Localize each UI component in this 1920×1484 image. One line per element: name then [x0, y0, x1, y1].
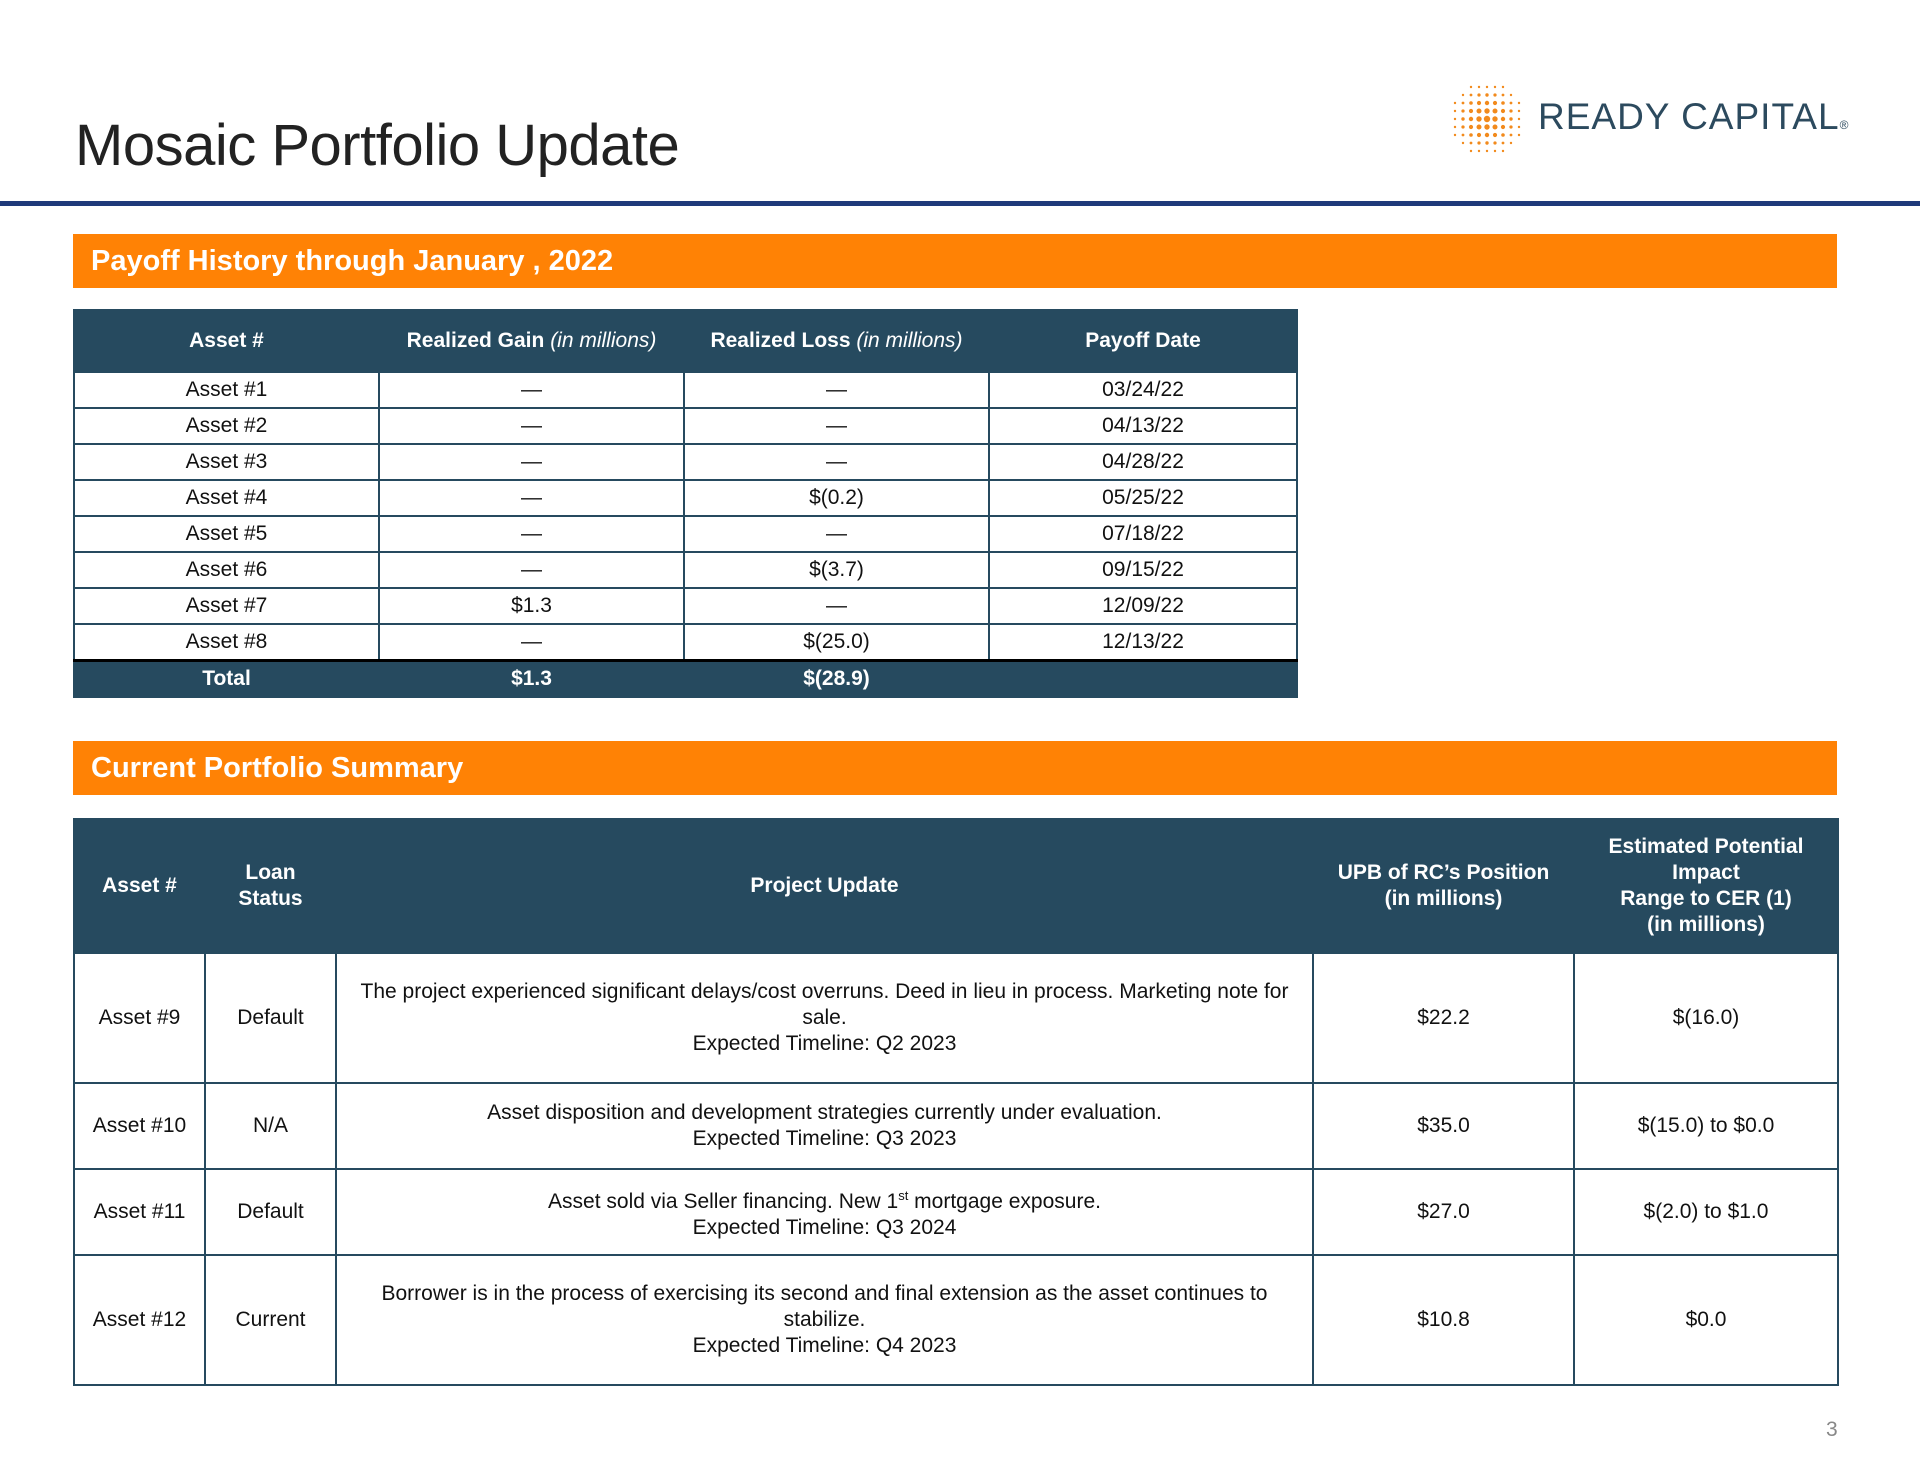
logo-dot [1454, 110, 1456, 112]
page-title: Mosaic Portfolio Update [75, 113, 680, 178]
logo-dot [1462, 134, 1465, 137]
impact-cell: $(15.0) to $0.0 [1574, 1083, 1838, 1169]
header-label: Realized Loss [710, 329, 851, 352]
gain-cell: — [379, 624, 684, 661]
update-cell [336, 1083, 1313, 1169]
logo-dot [1518, 110, 1520, 112]
date-cell: 12/13/22 [989, 624, 1297, 661]
logo-dot [1454, 118, 1456, 120]
impact-cell: $0.0 [1574, 1255, 1838, 1385]
header-label: Realized Gain [406, 329, 545, 352]
ready-capital-logo [1446, 78, 1850, 160]
logo-dot [1454, 102, 1456, 104]
logo-dot [1461, 109, 1464, 112]
table-row [74, 408, 1297, 444]
logo-dot [1493, 101, 1497, 105]
gain-cell: — [379, 480, 684, 516]
logo-dot [1494, 86, 1496, 88]
table-row [74, 624, 1297, 661]
header-unit: (in millions) [856, 329, 963, 352]
logo-dot [1469, 133, 1473, 137]
logo-dot [1478, 86, 1480, 88]
impact-cell: $(2.0) to $1.0 [1574, 1169, 1838, 1255]
logo-dot [1494, 150, 1496, 152]
ordinal-superscript: st [898, 1188, 909, 1203]
logo-dot [1485, 93, 1488, 96]
upb-cell: $10.8 [1313, 1255, 1574, 1385]
logo-dot [1493, 141, 1496, 144]
logo-registered-mark: ® [1839, 118, 1850, 132]
total-loss: $(28.9) [684, 661, 989, 698]
date-cell: 03/24/22 [989, 372, 1297, 408]
logo-name: READY CAPITAL [1538, 96, 1840, 137]
table-row [74, 1255, 1838, 1385]
logo-dot [1485, 101, 1489, 105]
logo-dot [1486, 86, 1488, 88]
logo-dot [1484, 116, 1490, 122]
logo-dot [1501, 117, 1505, 121]
loss-cell: $(25.0) [684, 624, 989, 661]
logo-dot [1510, 102, 1513, 105]
asset-cell: Asset #4 [74, 480, 379, 516]
payoff-history-table [73, 309, 1298, 698]
asset-cell: Asset #7 [74, 588, 379, 624]
payoff-history-banner: Payoff History through January , 2022 [73, 234, 1837, 288]
logo-dot [1484, 124, 1489, 129]
asset-cell: Asset #5 [74, 516, 379, 552]
total-gain: $1.3 [379, 661, 684, 698]
logo-dot [1493, 93, 1496, 96]
logo-dot [1485, 141, 1488, 144]
logo-dot [1469, 117, 1473, 121]
header-line: (in millions) [1384, 887, 1503, 910]
status-cell: Default [205, 953, 336, 1083]
impact-cell: $(16.0) [1574, 953, 1838, 1083]
column-header-realized-gain [379, 310, 684, 372]
logo-dot [1509, 109, 1512, 112]
header-unit: (in millions) [550, 329, 657, 352]
portfolio-summary-banner: Current Portfolio Summary [73, 741, 1837, 795]
table-row [74, 516, 1297, 552]
status-cell: Current [205, 1255, 336, 1385]
date-cell: 07/18/22 [989, 516, 1297, 552]
asset-cell: Asset #9 [74, 953, 205, 1083]
logo-dot [1510, 94, 1512, 96]
logo-dot [1470, 94, 1473, 97]
upb-cell: $27.0 [1313, 1169, 1574, 1255]
logo-dot [1510, 142, 1512, 144]
loss-cell: — [684, 588, 989, 624]
update-text-end: mortgage exposure. [908, 1190, 1101, 1213]
table-row [74, 1169, 1838, 1255]
gain-cell: — [379, 552, 684, 588]
logo-dot [1502, 86, 1504, 88]
total-row [74, 661, 1297, 698]
logo-dot [1454, 126, 1456, 128]
logo-dot [1485, 133, 1489, 137]
asset-cell: Asset #1 [74, 372, 379, 408]
table-row [74, 1083, 1838, 1169]
update-cell [336, 1169, 1313, 1255]
date-cell: 12/09/22 [989, 588, 1297, 624]
table-header-row [74, 819, 1838, 953]
logo-dot [1492, 116, 1497, 121]
table-row [74, 588, 1297, 624]
date-cell: 04/28/22 [989, 444, 1297, 480]
update-text: Borrower is in the process of exercising its second and final extension as the asset continues to stabilize. [381, 1282, 1268, 1331]
logo-dot [1509, 117, 1512, 120]
timeline-text: Expected Timeline: Q3 2024 [692, 1216, 957, 1239]
table-row [74, 480, 1297, 516]
logo-dot [1502, 142, 1505, 145]
asset-cell: Asset #8 [74, 624, 379, 661]
logo-dot [1477, 133, 1481, 137]
logo-dot [1469, 101, 1473, 105]
logo-dot [1486, 150, 1488, 152]
table-row [74, 953, 1838, 1083]
update-cell [336, 1255, 1313, 1385]
header-line: Range to CER (1) [1620, 887, 1792, 910]
logo-dot [1477, 93, 1480, 96]
gain-cell: — [379, 408, 684, 444]
logo-dot [1501, 101, 1505, 105]
dot-globe-icon [1446, 78, 1528, 160]
gain-cell: $1.3 [379, 588, 684, 624]
logo-dot [1462, 102, 1465, 105]
logo-dot [1462, 142, 1464, 144]
logo-dot [1509, 125, 1512, 128]
logo-dot [1493, 109, 1498, 114]
date-cell: 09/15/22 [989, 552, 1297, 588]
column-header-project-update: Project Update [336, 819, 1313, 953]
loss-cell: $(0.2) [684, 480, 989, 516]
status-cell: N/A [205, 1083, 336, 1169]
logo-dot [1493, 125, 1498, 130]
logo-dot [1469, 109, 1473, 113]
asset-cell: Asset #12 [74, 1255, 205, 1385]
logo-dot [1470, 150, 1472, 152]
update-cell [336, 953, 1313, 1083]
logo-dot [1484, 108, 1489, 113]
logo-dot [1477, 109, 1482, 114]
table-row [74, 372, 1297, 408]
timeline-text: Expected Timeline: Q2 2023 [692, 1032, 957, 1055]
asset-cell: Asset #11 [74, 1169, 205, 1255]
column-header-realized-loss [684, 310, 989, 372]
column-header-upb [1313, 819, 1574, 953]
logo-dot [1510, 134, 1513, 137]
asset-cell: Asset #3 [74, 444, 379, 480]
logo-dot [1477, 101, 1481, 105]
column-header-impact [1574, 819, 1838, 953]
logo-dot [1462, 94, 1464, 96]
asset-cell: Asset #10 [74, 1083, 205, 1169]
timeline-text: Expected Timeline: Q4 2023 [692, 1334, 957, 1357]
logo-dot [1476, 116, 1481, 121]
header-line: UPB of RC’s Position [1337, 861, 1550, 884]
logo-dot [1461, 125, 1464, 128]
logo-dot [1518, 118, 1520, 120]
update-text-start: Asset sold via Seller financing. New 1 [548, 1190, 899, 1213]
logo-dot [1470, 86, 1472, 88]
logo-dot [1477, 141, 1480, 144]
update-text: Asset disposition and development strategies currently under evaluation. [487, 1101, 1162, 1124]
update-text: The project experienced significant delays/cost overruns. Deed in lieu in process. Marketing note for sale. [360, 980, 1289, 1029]
title-divider [0, 201, 1920, 206]
page-number: 3 [1826, 1418, 1838, 1441]
table-row [74, 444, 1297, 480]
date-cell: 05/25/22 [989, 480, 1297, 516]
logo-dot [1477, 125, 1482, 130]
logo-dot [1454, 134, 1456, 136]
asset-cell: Asset #2 [74, 408, 379, 444]
logo-dot [1478, 150, 1480, 152]
asset-cell: Asset #6 [74, 552, 379, 588]
logo-dot [1502, 150, 1504, 152]
portfolio-summary-table [73, 818, 1839, 1386]
total-date [989, 661, 1297, 698]
column-header-asset: Asset # [74, 819, 205, 953]
logo-dot [1501, 125, 1505, 129]
table-header-row [74, 310, 1297, 372]
loss-cell: — [684, 372, 989, 408]
logo-dot [1518, 102, 1520, 104]
logo-dot [1518, 126, 1520, 128]
logo-dot [1469, 125, 1473, 129]
status-cell: Default [205, 1169, 336, 1255]
upb-cell: $22.2 [1313, 953, 1574, 1083]
table-row [74, 552, 1297, 588]
logo-dot [1461, 117, 1464, 120]
logo-dot [1501, 133, 1505, 137]
header-line: (in millions) [1647, 913, 1765, 936]
date-cell: 04/13/22 [989, 408, 1297, 444]
upb-cell: $35.0 [1313, 1083, 1574, 1169]
logo-dot [1518, 134, 1520, 136]
loss-cell: — [684, 408, 989, 444]
gain-cell: — [379, 516, 684, 552]
header-line: Estimated Potential Impact [1608, 835, 1804, 884]
total-label: Total [74, 661, 379, 698]
logo-dot [1470, 142, 1473, 145]
logo-dot [1502, 94, 1505, 97]
gain-cell: — [379, 372, 684, 408]
gain-cell: — [379, 444, 684, 480]
timeline-text: Expected Timeline: Q3 2023 [692, 1127, 957, 1150]
loss-cell: — [684, 444, 989, 480]
column-header-loan-status: Loan Status [205, 819, 336, 953]
loss-cell: $(3.7) [684, 552, 989, 588]
column-header-asset: Asset # [74, 310, 379, 372]
logo-dot [1493, 133, 1497, 137]
column-header-payoff-date: Payoff Date [989, 310, 1297, 372]
logo-dot [1501, 109, 1505, 113]
loss-cell: — [684, 516, 989, 552]
